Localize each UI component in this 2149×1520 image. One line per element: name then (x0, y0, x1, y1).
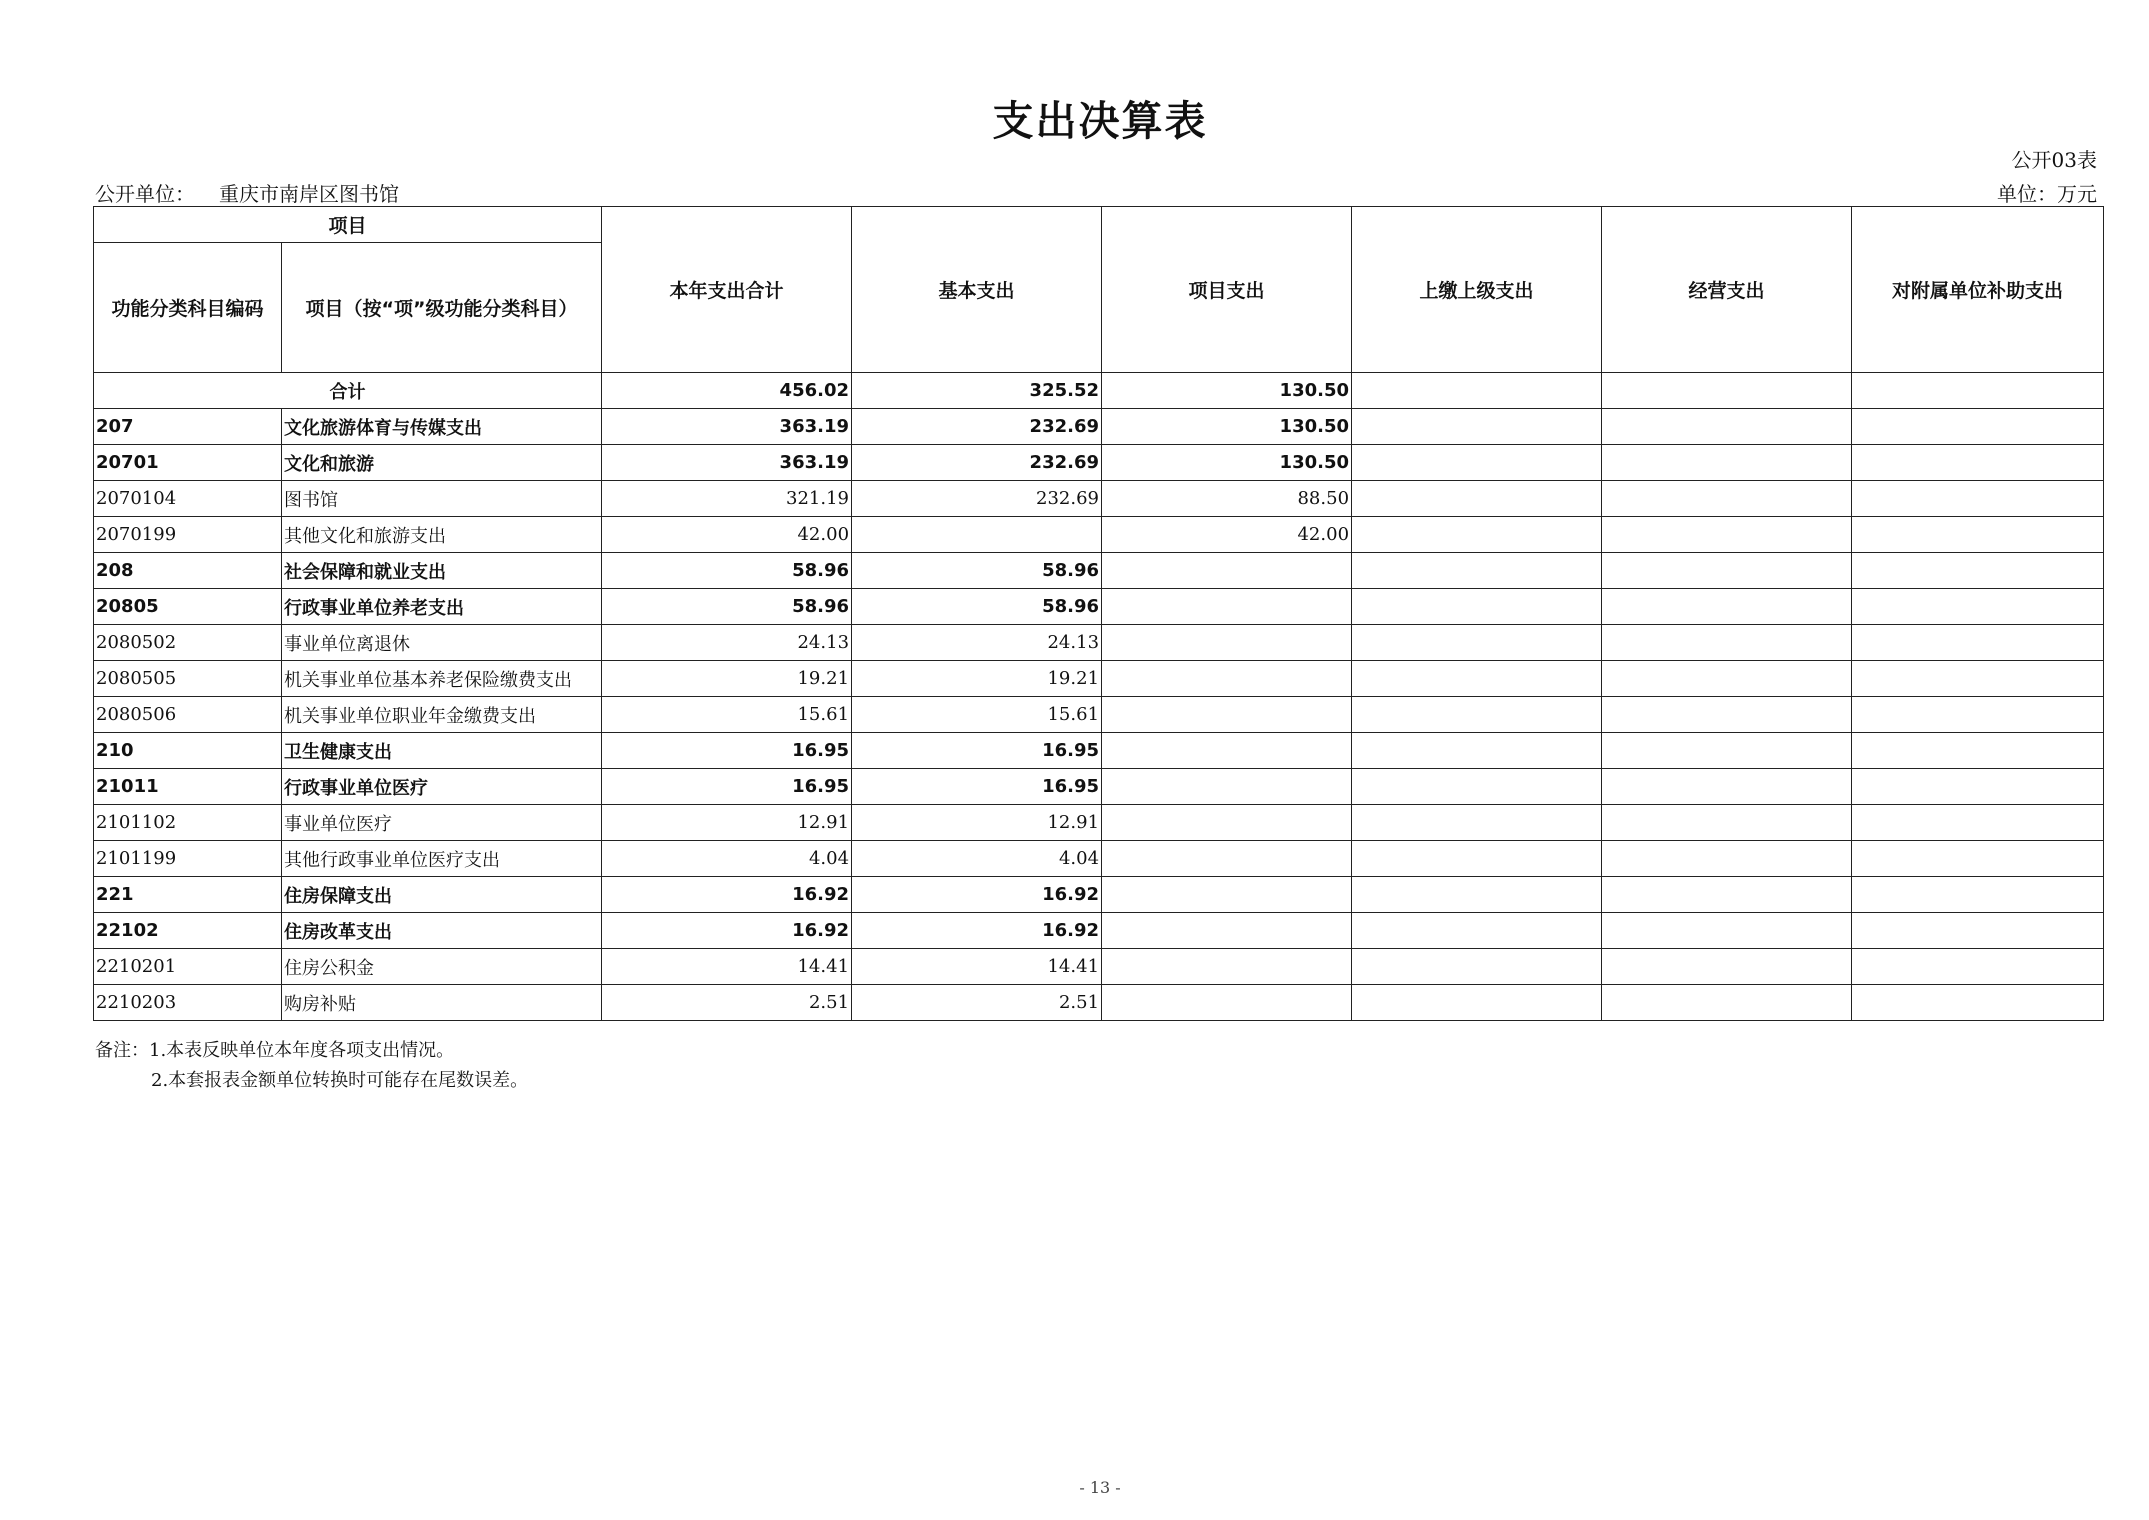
row-upper (1352, 553, 1602, 589)
row-code: 208 (94, 553, 282, 589)
row-name: 其他行政事业单位医疗支出 (282, 841, 602, 877)
page-number: - 13 - (1079, 1478, 1121, 1497)
reporting-unit (95, 178, 399, 207)
row-name: 文化和旅游 (282, 445, 602, 481)
row-total: 16.95 (602, 769, 852, 805)
page-title: 支出决算表 (992, 97, 1208, 145)
total-total: 456.02 (602, 373, 852, 409)
row-business (1602, 625, 1852, 661)
row-total: 321.19 (602, 481, 852, 517)
header-basic: 基本支出 (852, 207, 1102, 373)
row-subsidy (1852, 697, 2104, 733)
row-project: 88.50 (1102, 481, 1352, 517)
header-name: 项目（按“项”级功能分类科目） (282, 243, 602, 373)
row-subsidy (1852, 985, 2104, 1021)
row-code: 2070104 (94, 481, 282, 517)
table-row (94, 733, 2104, 769)
row-total: 42.00 (602, 517, 852, 553)
row-project: 130.50 (1102, 445, 1352, 481)
header-item: 项目 (94, 207, 602, 243)
row-business (1602, 769, 1852, 805)
row-code: 2080505 (94, 661, 282, 697)
table-row (94, 661, 2104, 697)
header-upper: 上缴上级支出 (1352, 207, 1602, 373)
row-project (1102, 913, 1352, 949)
row-business (1602, 985, 1852, 1021)
row-basic: 19.21 (852, 661, 1102, 697)
row-name: 事业单位医疗 (282, 805, 602, 841)
row-subsidy (1852, 913, 2104, 949)
row-code: 20805 (94, 589, 282, 625)
row-basic: 15.61 (852, 697, 1102, 733)
row-basic: 232.69 (852, 481, 1102, 517)
row-basic: 232.69 (852, 445, 1102, 481)
row-basic: 58.96 (852, 589, 1102, 625)
row-business (1602, 409, 1852, 445)
row-project (1102, 877, 1352, 913)
row-upper (1352, 661, 1602, 697)
row-basic (852, 517, 1102, 553)
row-project (1102, 805, 1352, 841)
note-1: 备注：1.本表反映单位本年度各项支出情况。 (95, 1040, 455, 1061)
row-name: 卫生健康支出 (282, 733, 602, 769)
row-business (1602, 841, 1852, 877)
row-project (1102, 841, 1352, 877)
row-subsidy (1852, 805, 2104, 841)
row-subsidy (1852, 445, 2104, 481)
row-subsidy (1852, 589, 2104, 625)
row-upper (1352, 733, 1602, 769)
row-total: 12.91 (602, 805, 852, 841)
row-subsidy (1852, 517, 2104, 553)
row-code: 207 (94, 409, 282, 445)
row-name: 社会保障和就业支出 (282, 553, 602, 589)
row-basic: 16.92 (852, 877, 1102, 913)
row-subsidy (1852, 769, 2104, 805)
row-upper (1352, 877, 1602, 913)
row-business (1602, 697, 1852, 733)
header-subsidy: 对附属单位补助支出 (1852, 207, 2104, 373)
table-row (94, 841, 2104, 877)
row-basic: 16.92 (852, 913, 1102, 949)
row-total: 19.21 (602, 661, 852, 697)
row-total: 58.96 (602, 553, 852, 589)
table-row (94, 481, 2104, 517)
table-row (94, 445, 2104, 481)
table-row (94, 913, 2104, 949)
row-basic: 58.96 (852, 553, 1102, 589)
row-name: 行政事业单位医疗 (282, 769, 602, 805)
table-row (94, 409, 2104, 445)
row-basic: 12.91 (852, 805, 1102, 841)
table-row (94, 517, 2104, 553)
row-basic: 14.41 (852, 949, 1102, 985)
row-business (1602, 589, 1852, 625)
row-name: 机关事业单位职业年金缴费支出 (282, 697, 602, 733)
row-upper (1352, 913, 1602, 949)
expenditure-table (93, 206, 2104, 1021)
row-total: 16.92 (602, 913, 852, 949)
row-total: 16.95 (602, 733, 852, 769)
row-code: 2101199 (94, 841, 282, 877)
total-subsidy (1852, 373, 2104, 409)
row-code: 2101102 (94, 805, 282, 841)
row-upper (1352, 589, 1602, 625)
row-code: 2080502 (94, 625, 282, 661)
row-project (1102, 985, 1352, 1021)
row-upper (1352, 985, 1602, 1021)
row-business (1602, 553, 1852, 589)
row-name: 住房公积金 (282, 949, 602, 985)
header-project: 项目支出 (1102, 207, 1352, 373)
total-business (1602, 373, 1852, 409)
form-code: 公开03表 (2011, 148, 2097, 172)
row-name: 购房补贴 (282, 985, 602, 1021)
total-upper (1352, 373, 1602, 409)
row-project: 42.00 (1102, 517, 1352, 553)
row-project: 130.50 (1102, 409, 1352, 445)
row-name: 住房改革支出 (282, 913, 602, 949)
row-name: 住房保障支出 (282, 877, 602, 913)
row-code: 210 (94, 733, 282, 769)
row-upper (1352, 517, 1602, 553)
row-basic: 232.69 (852, 409, 1102, 445)
row-subsidy (1852, 661, 2104, 697)
row-project (1102, 733, 1352, 769)
row-basic: 16.95 (852, 733, 1102, 769)
row-code: 2210201 (94, 949, 282, 985)
row-business (1602, 445, 1852, 481)
row-code: 2210203 (94, 985, 282, 1021)
reporting-unit-name: 重庆市南岸区图书馆 (219, 182, 399, 206)
row-project (1102, 949, 1352, 985)
row-subsidy (1852, 877, 2104, 913)
row-total: 2.51 (602, 985, 852, 1021)
row-business (1602, 733, 1852, 769)
row-total: 14.41 (602, 949, 852, 985)
row-name: 行政事业单位养老支出 (282, 589, 602, 625)
table-row (94, 769, 2104, 805)
row-total: 4.04 (602, 841, 852, 877)
row-subsidy (1852, 625, 2104, 661)
table-row (94, 553, 2104, 589)
row-code: 22102 (94, 913, 282, 949)
row-total: 24.13 (602, 625, 852, 661)
row-upper (1352, 697, 1602, 733)
row-subsidy (1852, 409, 2104, 445)
row-upper (1352, 949, 1602, 985)
row-upper (1352, 445, 1602, 481)
row-business (1602, 805, 1852, 841)
row-subsidy (1852, 481, 2104, 517)
row-total: 16.92 (602, 877, 852, 913)
header-total: 本年支出合计 (602, 207, 852, 373)
row-code: 20701 (94, 445, 282, 481)
row-basic: 24.13 (852, 625, 1102, 661)
header-business: 经营支出 (1602, 207, 1852, 373)
row-subsidy (1852, 553, 2104, 589)
row-upper (1352, 841, 1602, 877)
row-code: 21011 (94, 769, 282, 805)
row-business (1602, 481, 1852, 517)
reporting-unit-label: 公开单位： (95, 182, 195, 206)
row-code: 2070199 (94, 517, 282, 553)
notes (95, 1036, 528, 1096)
row-upper (1352, 805, 1602, 841)
row-business (1602, 949, 1852, 985)
total-label: 合计 (94, 373, 602, 409)
row-total: 58.96 (602, 589, 852, 625)
row-business (1602, 517, 1852, 553)
total-project: 130.50 (1102, 373, 1352, 409)
row-name: 事业单位离退休 (282, 625, 602, 661)
row-name: 其他文化和旅游支出 (282, 517, 602, 553)
row-project (1102, 589, 1352, 625)
row-upper (1352, 409, 1602, 445)
row-business (1602, 661, 1852, 697)
row-project (1102, 769, 1352, 805)
row-project (1102, 553, 1352, 589)
row-basic: 16.95 (852, 769, 1102, 805)
table-row (94, 589, 2104, 625)
note-2: 2.本套报表金额单位转换时可能存在尾数误差。 (151, 1070, 529, 1091)
row-total: 363.19 (602, 445, 852, 481)
row-name: 图书馆 (282, 481, 602, 517)
currency-unit: 单位：万元 (1997, 182, 2097, 206)
table-row (94, 625, 2104, 661)
row-code: 2080506 (94, 697, 282, 733)
row-project (1102, 625, 1352, 661)
row-subsidy (1852, 949, 2104, 985)
row-basic: 4.04 (852, 841, 1102, 877)
row-name: 文化旅游体育与传媒支出 (282, 409, 602, 445)
row-upper (1352, 769, 1602, 805)
row-project (1102, 661, 1352, 697)
row-subsidy (1852, 733, 2104, 769)
row-business (1602, 877, 1852, 913)
row-subsidy (1852, 841, 2104, 877)
row-name: 机关事业单位基本养老保险缴费支出 (282, 661, 602, 697)
table-row (94, 805, 2104, 841)
header-code: 功能分类科目编码 (94, 243, 282, 373)
row-total: 15.61 (602, 697, 852, 733)
row-basic: 2.51 (852, 985, 1102, 1021)
row-upper (1352, 625, 1602, 661)
row-total: 363.19 (602, 409, 852, 445)
table-row (94, 985, 2104, 1021)
row-project (1102, 697, 1352, 733)
total-basic: 325.52 (852, 373, 1102, 409)
total-row (94, 373, 2104, 409)
table-row (94, 877, 2104, 913)
row-upper (1352, 481, 1602, 517)
table-row (94, 697, 2104, 733)
row-business (1602, 913, 1852, 949)
row-code: 221 (94, 877, 282, 913)
table-row (94, 949, 2104, 985)
